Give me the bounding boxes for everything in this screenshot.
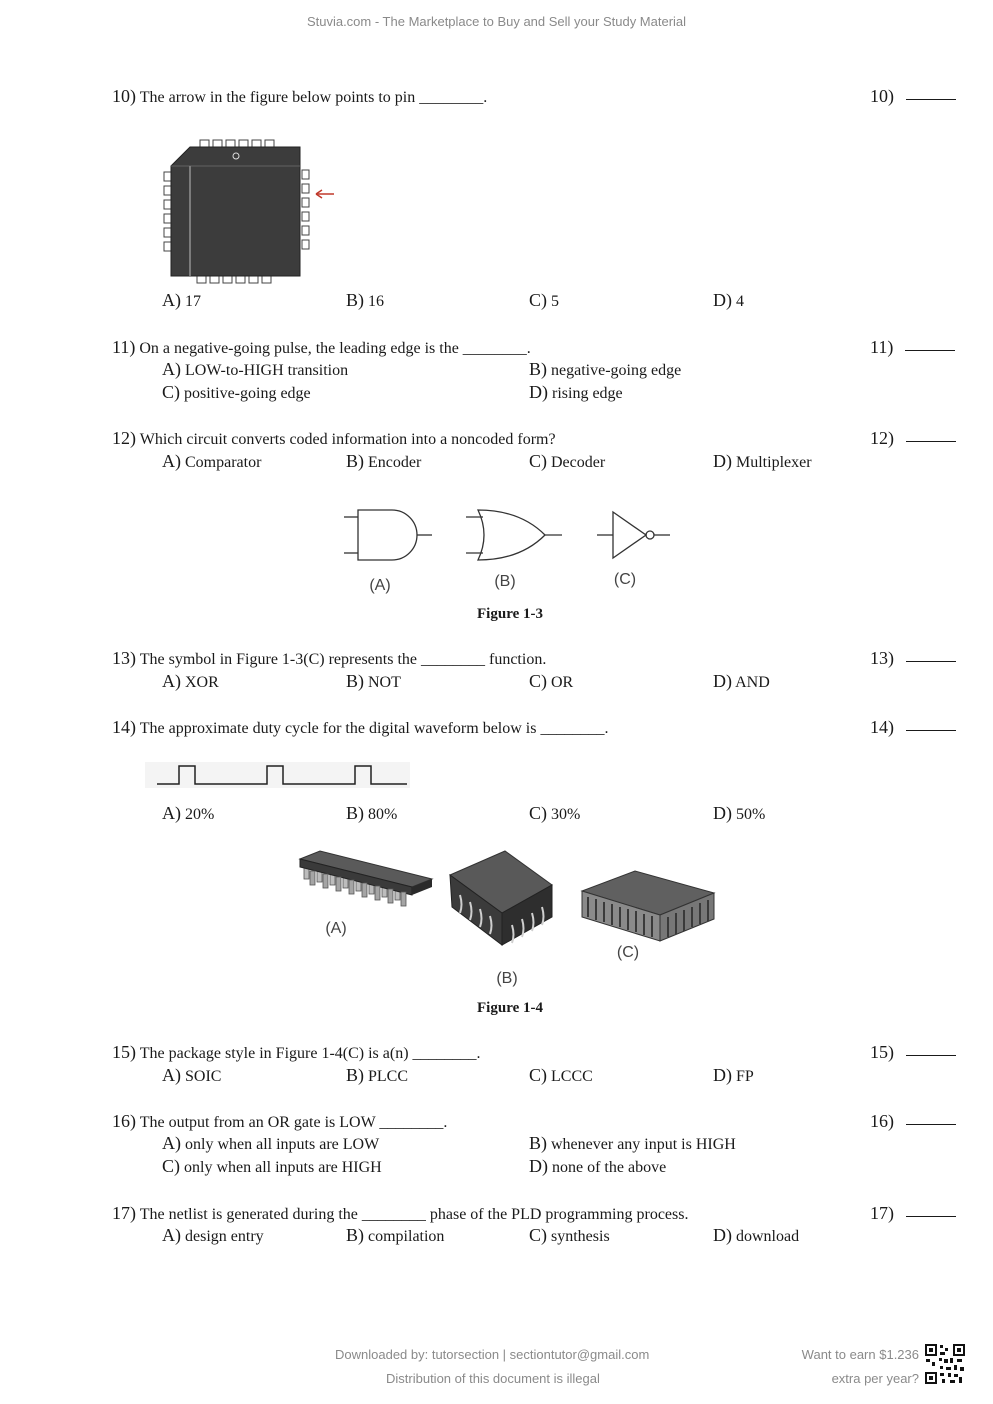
option-text: NOT xyxy=(368,674,401,691)
answer-line xyxy=(906,1216,956,1217)
option-letter: A) xyxy=(162,1133,181,1153)
plcc-chip-figure xyxy=(150,130,340,290)
site-header: Stuvia.com - The Marketplace to Buy and Sell your Study Material xyxy=(306,14,687,29)
option-text: 5 xyxy=(551,293,559,310)
ic-packages-figure xyxy=(290,845,730,995)
qr-code-icon[interactable] xyxy=(924,1343,966,1385)
answer-number: 17) xyxy=(870,1203,894,1223)
question-11 xyxy=(112,337,531,359)
option-letter: D) xyxy=(529,382,548,402)
option-text: Comparator xyxy=(185,454,262,471)
option-letter: D) xyxy=(713,671,732,691)
soic-package-icon xyxy=(300,851,432,906)
option-letter: A) xyxy=(162,1225,181,1245)
option-11-a[interactable] xyxy=(162,359,348,381)
option-letter: D) xyxy=(713,1225,732,1245)
option-15-d[interactable] xyxy=(713,1065,754,1087)
option-letter: C) xyxy=(529,1065,547,1085)
answer-line xyxy=(906,1055,956,1056)
distribution-notice: Distribution of this document is illegal xyxy=(386,1371,600,1386)
option-letter: C) xyxy=(529,1225,547,1245)
option-14-a[interactable] xyxy=(162,803,214,825)
option-12-a[interactable] xyxy=(162,451,261,473)
option-11-b[interactable] xyxy=(529,359,681,381)
question-number: 17) xyxy=(112,1203,136,1223)
answer-blank-14 xyxy=(870,717,956,737)
option-letter: D) xyxy=(713,803,732,823)
option-12-b[interactable] xyxy=(346,451,421,473)
answer-number: 16) xyxy=(870,1111,894,1131)
option-letter: A) xyxy=(162,1065,181,1085)
option-text: OR xyxy=(551,674,574,691)
option-11-d[interactable] xyxy=(529,382,623,404)
option-letter: A) xyxy=(162,803,181,823)
option-13-c[interactable] xyxy=(529,671,573,693)
option-13-a[interactable] xyxy=(162,671,219,693)
answer-line xyxy=(906,441,956,442)
figure-caption: Figure 1-4 xyxy=(477,1000,543,1016)
and-gate-icon xyxy=(344,510,432,560)
option-14-b[interactable] xyxy=(346,803,397,825)
answer-blank-11 xyxy=(870,337,955,357)
gate-label-c: (C) xyxy=(613,571,637,588)
option-letter: D) xyxy=(713,290,732,310)
option-13-d[interactable] xyxy=(713,671,770,693)
option-14-c[interactable] xyxy=(529,803,580,825)
answer-blank-10 xyxy=(870,86,956,106)
option-15-c[interactable] xyxy=(529,1065,593,1087)
question-number: 14) xyxy=(112,717,136,737)
option-text: 4 xyxy=(736,293,744,310)
option-letter: B) xyxy=(346,1065,364,1085)
gate-label-a: (A) xyxy=(369,577,391,594)
gate-label-b: (B) xyxy=(494,573,516,590)
option-letter: B) xyxy=(346,1225,364,1245)
question-text: The symbol in Figure 1-3(C) represents the ________ function. xyxy=(139,651,547,668)
option-12-d[interactable] xyxy=(713,451,812,473)
question-text: The arrow in the figure below points to pin ________. xyxy=(139,89,488,106)
option-text: Multiplexer xyxy=(736,454,812,471)
question-number: 10) xyxy=(112,86,136,106)
answer-line xyxy=(906,730,956,731)
answer-number: 13) xyxy=(870,648,894,668)
question-number: 11) xyxy=(112,337,136,357)
option-letter: A) xyxy=(162,451,181,471)
option-text: design entry xyxy=(185,1228,264,1245)
option-letter: C) xyxy=(529,451,547,471)
option-text: AND xyxy=(735,674,770,691)
question-12 xyxy=(112,428,556,450)
question-number: 16) xyxy=(112,1111,136,1131)
option-11-c[interactable] xyxy=(162,382,311,404)
question-text: The output from an OR gate is LOW ________. xyxy=(139,1114,448,1131)
question-16 xyxy=(112,1111,447,1133)
arrow-left-icon xyxy=(316,190,334,198)
question-13 xyxy=(112,648,546,670)
question-text: Which circuit converts coded information into a noncoded form? xyxy=(139,431,556,448)
option-17-a[interactable] xyxy=(162,1225,264,1247)
option-text: Encoder xyxy=(368,454,422,471)
question-17 xyxy=(112,1203,688,1225)
question-text: The approximate duty cycle for the digital waveform below is ________. xyxy=(139,720,609,737)
figure-caption: Figure 1-3 xyxy=(477,606,543,622)
answer-line xyxy=(906,99,956,100)
option-text: 80% xyxy=(368,806,398,823)
option-letter: D) xyxy=(713,451,732,471)
option-12-c[interactable] xyxy=(529,451,605,473)
option-16-b[interactable] xyxy=(529,1133,736,1155)
answer-line xyxy=(906,661,956,662)
digital-waveform-figure xyxy=(145,758,415,792)
option-text: LOW-to-HIGH transition xyxy=(185,362,349,379)
answer-blank-12 xyxy=(870,428,956,448)
answer-blank-15 xyxy=(870,1042,956,1062)
answer-line xyxy=(905,350,955,351)
option-letter: B) xyxy=(529,1133,547,1153)
answer-blank-17 xyxy=(870,1203,956,1223)
option-16-c[interactable] xyxy=(162,1156,382,1178)
option-text: 17 xyxy=(185,293,201,310)
option-letter: C) xyxy=(529,803,547,823)
option-letter: B) xyxy=(346,803,364,823)
download-notice: Downloaded by: tutorsection | sectiontutor@gmail.com xyxy=(335,1347,650,1362)
option-17-d[interactable] xyxy=(713,1225,799,1247)
answer-number: 15) xyxy=(870,1042,894,1062)
option-text: synthesis xyxy=(551,1228,610,1245)
option-text: rising edge xyxy=(552,385,623,402)
option-text: positive-going edge xyxy=(184,385,311,402)
option-text: only when all inputs are LOW xyxy=(185,1136,380,1153)
option-text: FP xyxy=(736,1068,754,1085)
option-text: none of the above xyxy=(552,1159,667,1176)
answer-number: 14) xyxy=(870,717,894,737)
question-number: 15) xyxy=(112,1042,136,1062)
question-number: 12) xyxy=(112,428,136,448)
logic-gates-figure xyxy=(340,500,680,600)
option-text: XOR xyxy=(185,674,219,691)
option-10-b[interactable] xyxy=(346,290,384,312)
option-letter: B) xyxy=(346,451,364,471)
option-15-a[interactable] xyxy=(162,1065,221,1087)
option-text: 50% xyxy=(736,806,766,823)
earn-text-line2[interactable]: extra per year? xyxy=(831,1371,919,1386)
option-letter: C) xyxy=(529,671,547,691)
not-gate-icon xyxy=(597,512,670,558)
option-text: LCCC xyxy=(551,1068,593,1085)
option-text: SOIC xyxy=(185,1068,222,1085)
option-text: 30% xyxy=(551,806,581,823)
option-letter: B) xyxy=(346,290,364,310)
option-letter: D) xyxy=(713,1065,732,1085)
option-letter: B) xyxy=(529,359,547,379)
option-15-b[interactable] xyxy=(346,1065,408,1087)
package-label-c: (C) xyxy=(616,944,640,961)
option-letter: B) xyxy=(346,671,364,691)
option-16-d[interactable] xyxy=(529,1156,666,1178)
option-letter: C) xyxy=(162,1156,180,1176)
option-10-d[interactable] xyxy=(713,290,744,312)
package-label-b: (B) xyxy=(496,970,518,987)
answer-blank-16 xyxy=(870,1111,956,1131)
option-letter: A) xyxy=(162,671,181,691)
question-15 xyxy=(112,1042,481,1064)
lccc-package-icon xyxy=(582,871,714,941)
option-letter: C) xyxy=(529,290,547,310)
option-letter: D) xyxy=(529,1156,548,1176)
option-text: Decoder xyxy=(551,454,606,471)
question-10 xyxy=(112,86,487,108)
question-text: The netlist is generated during the ________ phase of the PLD programming process. xyxy=(139,1206,689,1223)
option-10-c[interactable] xyxy=(529,290,559,312)
option-text: 20% xyxy=(185,806,215,823)
option-10-a[interactable] xyxy=(162,290,201,312)
answer-number: 11) xyxy=(870,337,894,357)
option-text: download xyxy=(736,1228,800,1245)
option-17-c[interactable] xyxy=(529,1225,610,1247)
option-text: 16 xyxy=(368,293,384,310)
option-text: only when all inputs are HIGH xyxy=(184,1159,382,1176)
answer-blank-13 xyxy=(870,648,956,668)
question-14 xyxy=(112,717,608,739)
option-letter: A) xyxy=(162,290,181,310)
package-label-a: (A) xyxy=(325,920,347,937)
option-text: compilation xyxy=(368,1228,445,1245)
option-13-b[interactable] xyxy=(346,671,401,693)
question-text: On a negative-going pulse, the leading edge is the ________. xyxy=(139,340,531,357)
option-16-a[interactable] xyxy=(162,1133,379,1155)
question-number: 13) xyxy=(112,648,136,668)
answer-line xyxy=(906,1124,956,1125)
or-gate-icon xyxy=(466,510,562,560)
option-letter: C) xyxy=(162,382,180,402)
option-text: negative-going edge xyxy=(551,362,682,379)
answer-number: 10) xyxy=(870,86,894,106)
option-text: PLCC xyxy=(368,1068,409,1085)
option-17-b[interactable] xyxy=(346,1225,444,1247)
earn-text-line1[interactable]: Want to earn $1.236 xyxy=(801,1347,919,1362)
question-text: The package style in Figure 1-4(C) is a(n) ________. xyxy=(139,1045,481,1062)
plcc-package-icon xyxy=(450,851,552,945)
option-14-d[interactable] xyxy=(713,803,765,825)
option-letter: A) xyxy=(162,359,181,379)
option-text: whenever any input is HIGH xyxy=(551,1136,736,1153)
answer-number: 12) xyxy=(870,428,894,448)
